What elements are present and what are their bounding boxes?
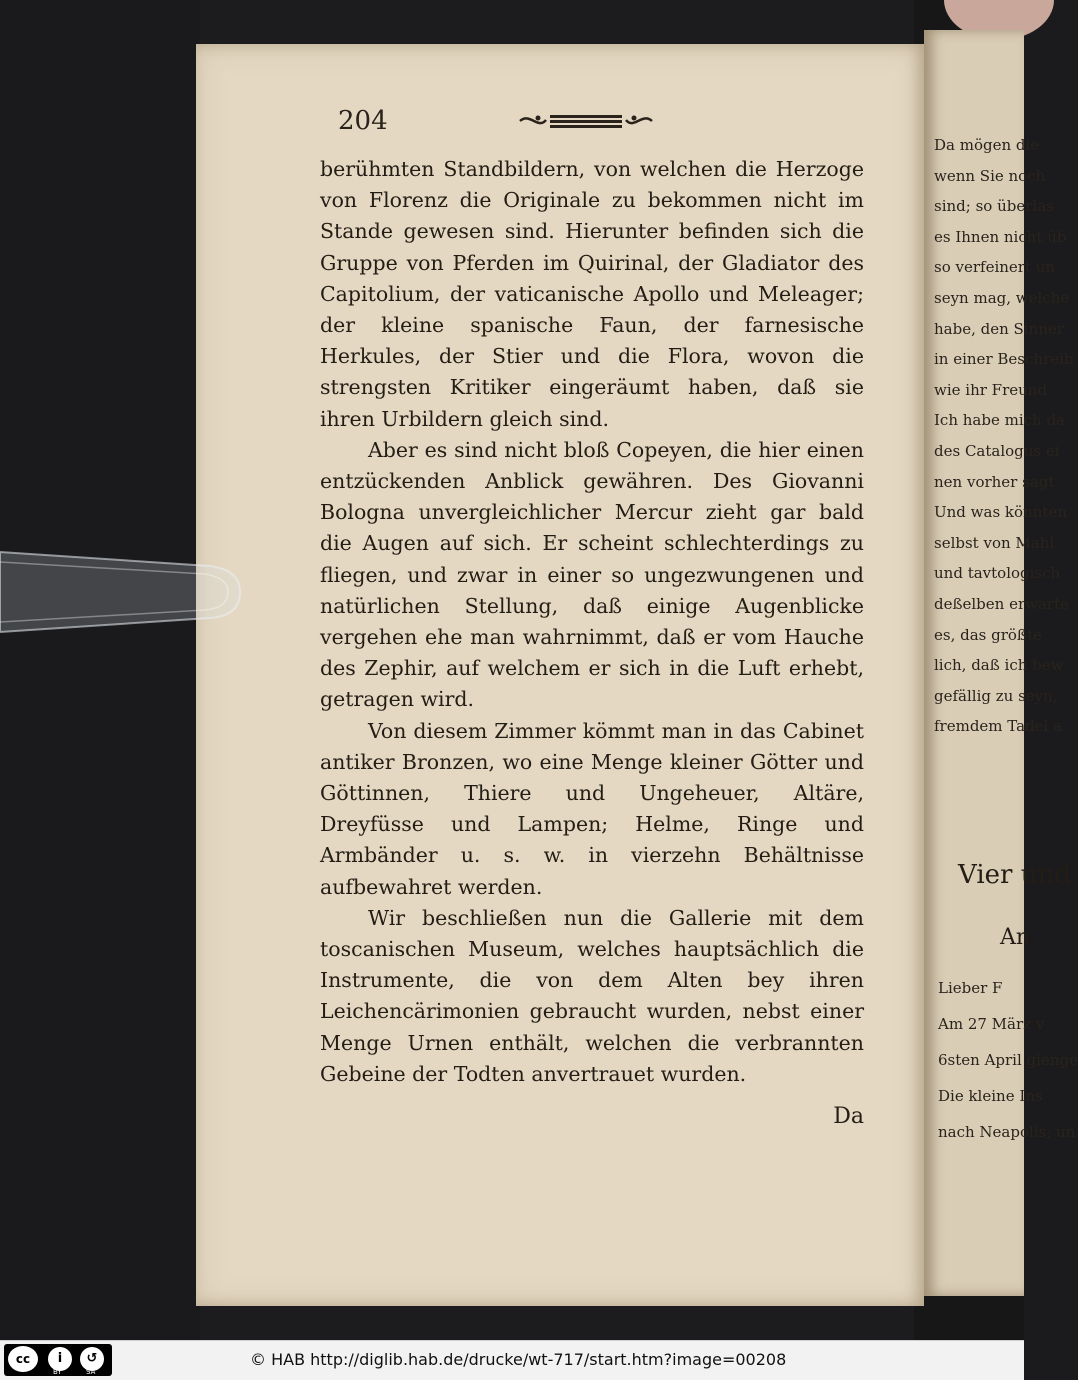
sa-label: SA — [86, 1368, 96, 1376]
page-header — [320, 104, 864, 148]
right-line: nen vorher sagt — [934, 472, 1055, 491]
right-page-heading: Vier und — [958, 860, 1071, 890]
right-line: des Catalogus ei — [934, 441, 1060, 460]
right-line: Ich habe mich da — [934, 411, 1066, 430]
footer-bar — [0, 1340, 1024, 1380]
body-text — [320, 154, 864, 1090]
cc-icon: cc — [8, 1346, 38, 1372]
book-page-right — [924, 30, 1078, 1296]
right-line: und tavtologisch — [934, 564, 1061, 583]
right-line: wenn Sie noch — [934, 166, 1046, 185]
right-line: lich, daß ich bew — [934, 656, 1064, 675]
book-page-left — [196, 44, 924, 1306]
right-line: gefällig zu seyn, — [934, 686, 1058, 705]
right-line: sind; so überlas — [934, 197, 1054, 216]
ornament-icon — [516, 110, 656, 132]
right-page-text-top — [934, 130, 1074, 742]
sa-icon: ↺ — [80, 1347, 104, 1371]
page-clip — [0, 548, 242, 636]
right-line: seyn mag, welche — [934, 288, 1070, 307]
right-line: Lieber F — [938, 979, 1003, 997]
right-line: es Ihnen nicht üb — [934, 227, 1067, 246]
by-icon: i — [48, 1347, 72, 1371]
catchword: Da — [833, 1104, 864, 1129]
right-line: selbst von Mahl — [934, 533, 1055, 552]
right-page-subheading: An — [1000, 925, 1031, 950]
by-label: BY — [53, 1368, 62, 1376]
right-line: Die kleine Ins — [938, 1087, 1043, 1105]
paragraph-2: Aber es sind nicht bloß Copeyen, die hier einen entzückenden Anblick gewähren. Des Giovanni Bologna unvergleichlicher Mercur zieht gar bald die Augen auf sich. Er scheint schlechterdings zu fliegen, und zwar in einer so ungezwungenen und natürlichen Stellung, daß einige Augenblicke vergehen ehe man wahrnimmt, daß er vom Hauche des Zephir, auf welchem er sich in die Luft erhebt, getragen wird. — [320, 437, 864, 712]
scanner-background-left — [0, 0, 200, 1340]
right-line: es, das größte — [934, 625, 1042, 644]
right-page-text-bottom — [938, 970, 1078, 1150]
right-line: so verfeinert un — [934, 258, 1056, 277]
right-line: fremdem Tadel a — [934, 717, 1063, 736]
paragraph-1: berühmten Standbildern, von welchen die Herzoge von Florenz die Originale zu bekommen nicht im Stande gewesen sind. Hierunter befinden sich die Gruppe von Pferden im Quirinal, der Gladiator des Capitolium, der vaticanische Apollo und Meleager; der kleine spanische Faun, der farnesische Herkules, der Stier und die Flora, wovon die strengsten Kritiker eingeräumt haben, daß sie ihren Urbildern gleich sind. — [320, 157, 864, 431]
right-line: Und was könnten — [934, 503, 1067, 522]
paragraph-4: Wir beschließen nun die Gallerie mit dem toscanischen Museum, welches hauptsächlich die Instrumente, die von dem Alten bey ihren Leichencärimonien gebraucht wurden, nebst einer Menge Urnen enthält, welchen die verbrannten Gebeine der Todten anvertrauet wurden. — [320, 905, 864, 1086]
right-line: deßelben erwarte — [934, 594, 1069, 613]
right-line: wie ihr Freund — [934, 380, 1048, 399]
page-number: 204 — [338, 106, 388, 136]
right-line: nach Neapolis; un — [938, 1123, 1076, 1141]
cc-license-badge[interactable] — [4, 1344, 112, 1376]
right-line: in einer Beschreib — [934, 350, 1074, 369]
attribution-link[interactable]: © HAB http://diglib.hab.de/drucke/wt-717/start.htm?image=00208 — [250, 1350, 787, 1369]
right-line: habe, den Sinner — [934, 319, 1064, 338]
paragraph-3: Von diesem Zimmer kömmt man in das Cabinet antiker Bronzen, wo eine Menge kleiner Götter und Göttinnen, Thiere und Ungeheuer, Altäre, Dreyfüsse und Lampen; Helme, Ringe und Armbänder u. s. w. in vierzehn Behältnisse aufbewahret werden. — [320, 718, 864, 899]
page-content — [320, 104, 864, 1129]
right-line: 6sten April gienge — [938, 1051, 1078, 1069]
right-line: Am 27 März v — [938, 1015, 1045, 1033]
right-line: Da mögen die — [934, 136, 1040, 154]
